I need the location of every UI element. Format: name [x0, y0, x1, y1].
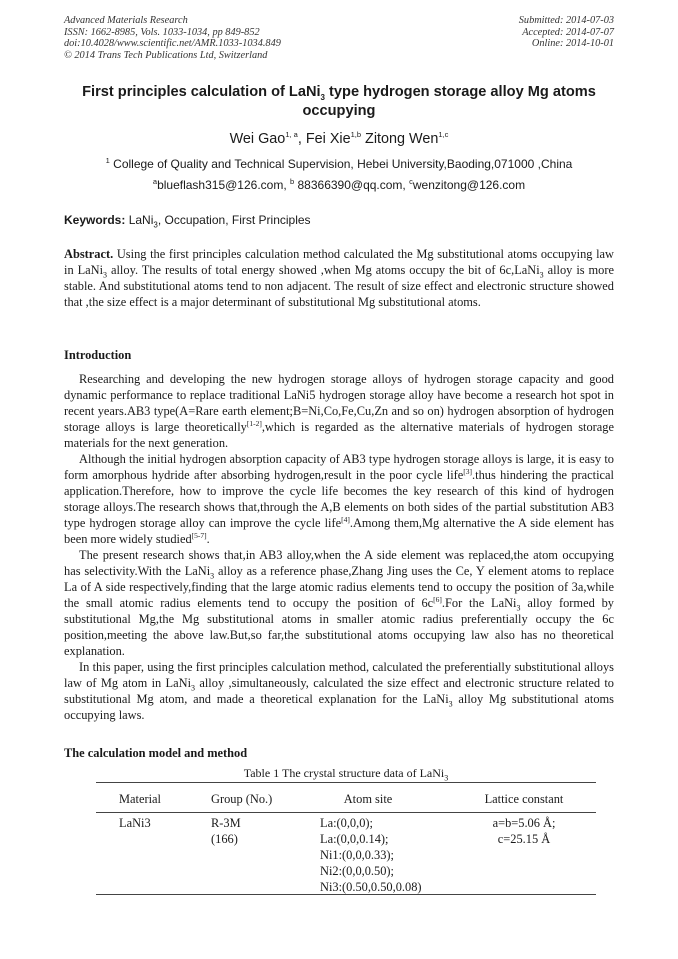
journal-issn: ISSN: 1662-8985, Vols. 1033-1034, pp 849-852: [64, 26, 260, 38]
section-heading-introduction: Introduction: [64, 348, 132, 362]
table-cell-lattice-c: c=25.15 Å: [497, 832, 551, 846]
abstract-label: Abstract.: [64, 247, 114, 261]
author-list: Wei Gao$^{1, a}$, Fei Xie$^{1,b}$ Zitong Wen$^{1,c}$: [229, 130, 449, 147]
table-cell-atom-site: La:(0,0,0.14);: [320, 832, 389, 846]
publication-dates: [519, 15, 614, 50]
intro-paragraph-2: Although the initial hydrogen absorption capacity of AB3 type hydrogen storage alloys is large, it is easy to form amorphous hydride after absorbing hydrogen,result in the poor cycle life[3].thus hindering the practical application.Therefore, how to improve the cycle life becomes the key research of this kind of hydrogen storage alloys.The research shows that,through the A,B elements on both sides of the partial substitution AB3 type hydrogen storage alloy can improve the cycle life[4].Among them,Mg alternative the A side element has been more widely studied[5-7].: [64, 452, 615, 546]
journal-name: Advanced Materials Research: [64, 15, 188, 26]
section-heading-calculation: The calculation model and method: [64, 746, 248, 760]
table-header-atom-site: Atom site: [343, 792, 393, 806]
table-cell-group: R-3M: [211, 816, 241, 830]
table-cell-atom-site: Ni2:(0,0,0.50);: [320, 864, 394, 878]
table-cell-atom-site: Ni1:(0,0,0.33);: [320, 848, 394, 862]
abstract: Abstract. Using the first principles calculation method calculated the Mg substitutional atoms occupying law in LaNi$_3$ alloy. The results of total energy showed ,when Mg atoms occupy the bit of 6c,LaNi$_3$ alloy is more stable. And substitutional atoms tend to non adjacent. The result of size effect and electronic structure showed that ,the size effect is a major determinant of substitutional Mg substitutional atoms.: [64, 247, 614, 309]
author-emails: $^a$blueflash315@126.com, $^b$ 88366390@qq.com, $^c$wenzitong@126.com: [152, 177, 526, 192]
journal-info: [64, 15, 281, 61]
table-cell-lattice-ab: a=b=5.06 Å;: [492, 816, 556, 830]
submitted-date: Submitted: 2014-07-03: [518, 15, 614, 26]
intro-paragraph-1: Researching and developing the new hydrogen storage alloys of hydrogen storage capacity and good dynamic performance to replace traditional LaNi5 hydrogen storage alloy have become a research hot spot in recent years.AB3 type(A=Rare earth element;B=Ni,Co,Fe,Cu,Zn and so on) hydrogen absorption of hydrogen storage alloys is large theoretically[1-2],which is regarded as the alternative materials of hydrogen storage materials for the next generation.: [64, 372, 614, 450]
table-cell-atom-site: Ni3:(0.50,0.50,0.08): [320, 880, 422, 894]
table-top-rule: [96, 782, 596, 783]
table-cell-material: LaNi3: [119, 816, 151, 830]
journal-doi: doi:10.4028/www.scientific.net/AMR.1033-1034.849: [64, 38, 281, 50]
table-cell-group-number: (166): [211, 832, 238, 846]
intro-paragraph-4: In this paper, using the first principles calculation method, calculated the preferentially substitutional alloys law of Mg atom in LaNi$_3$ alloy ,simultaneously, calculated the size effect and electronic structure related to substitutional Mg atom, and made a theoretical explanation for the LaNi$_3$ alloy Mg substitutional atoms occupying laws.: [64, 660, 614, 722]
intro-paragraph-3: The present research shows that,in AB3 alloy,when the A side element was replaced,the atom occupying has selectivity.With the LaNi$_3$ alloy as a reference phase,Zhang Jing uses the Ce, Y element atoms to replace La of A side respectively,finding that the large atomic radius elements tend to occupy the position of 3a,while the small atomic radius elements tend to occupy the position of 6c[6].For the LaNi$_3$ alloy formed by substitutional Mg,the Mg substitutional atoms in smaller atomic radius preferentially occupy the 6c position,meeting the above law.But,so far,the substitutional atoms occupying law also has no theoretical explanation.: [64, 548, 614, 658]
table-cell-atom-site: La:(0,0,0);: [320, 816, 373, 830]
table-header-rule: [96, 812, 596, 813]
table-header-material: Material: [119, 792, 161, 806]
affiliation: $^1$ College of Quality and Technical Supervision, Hebei University,Baoding,071000 ,China: [105, 156, 573, 171]
journal-copyright: © 2014 Trans Tech Publications Ltd, Switzerland: [64, 49, 268, 61]
table-header-lattice: Lattice constant: [484, 792, 564, 806]
table-header-group: Group (No.): [211, 792, 273, 806]
online-date: Online: 2014-10-01: [531, 38, 614, 50]
accepted-date: Accepted: 2014-07-07: [522, 26, 614, 38]
table-caption: Table 1 The crystal structure data of LaNi$_3$: [243, 766, 449, 783]
paper-title: First principles calculation of LaNi$_3$ type hydrogen storage alloy Mg atoms occupying: [82, 84, 596, 119]
keywords: Keywords: LaNi$_3$, Occupation, First Principles: [64, 213, 311, 230]
